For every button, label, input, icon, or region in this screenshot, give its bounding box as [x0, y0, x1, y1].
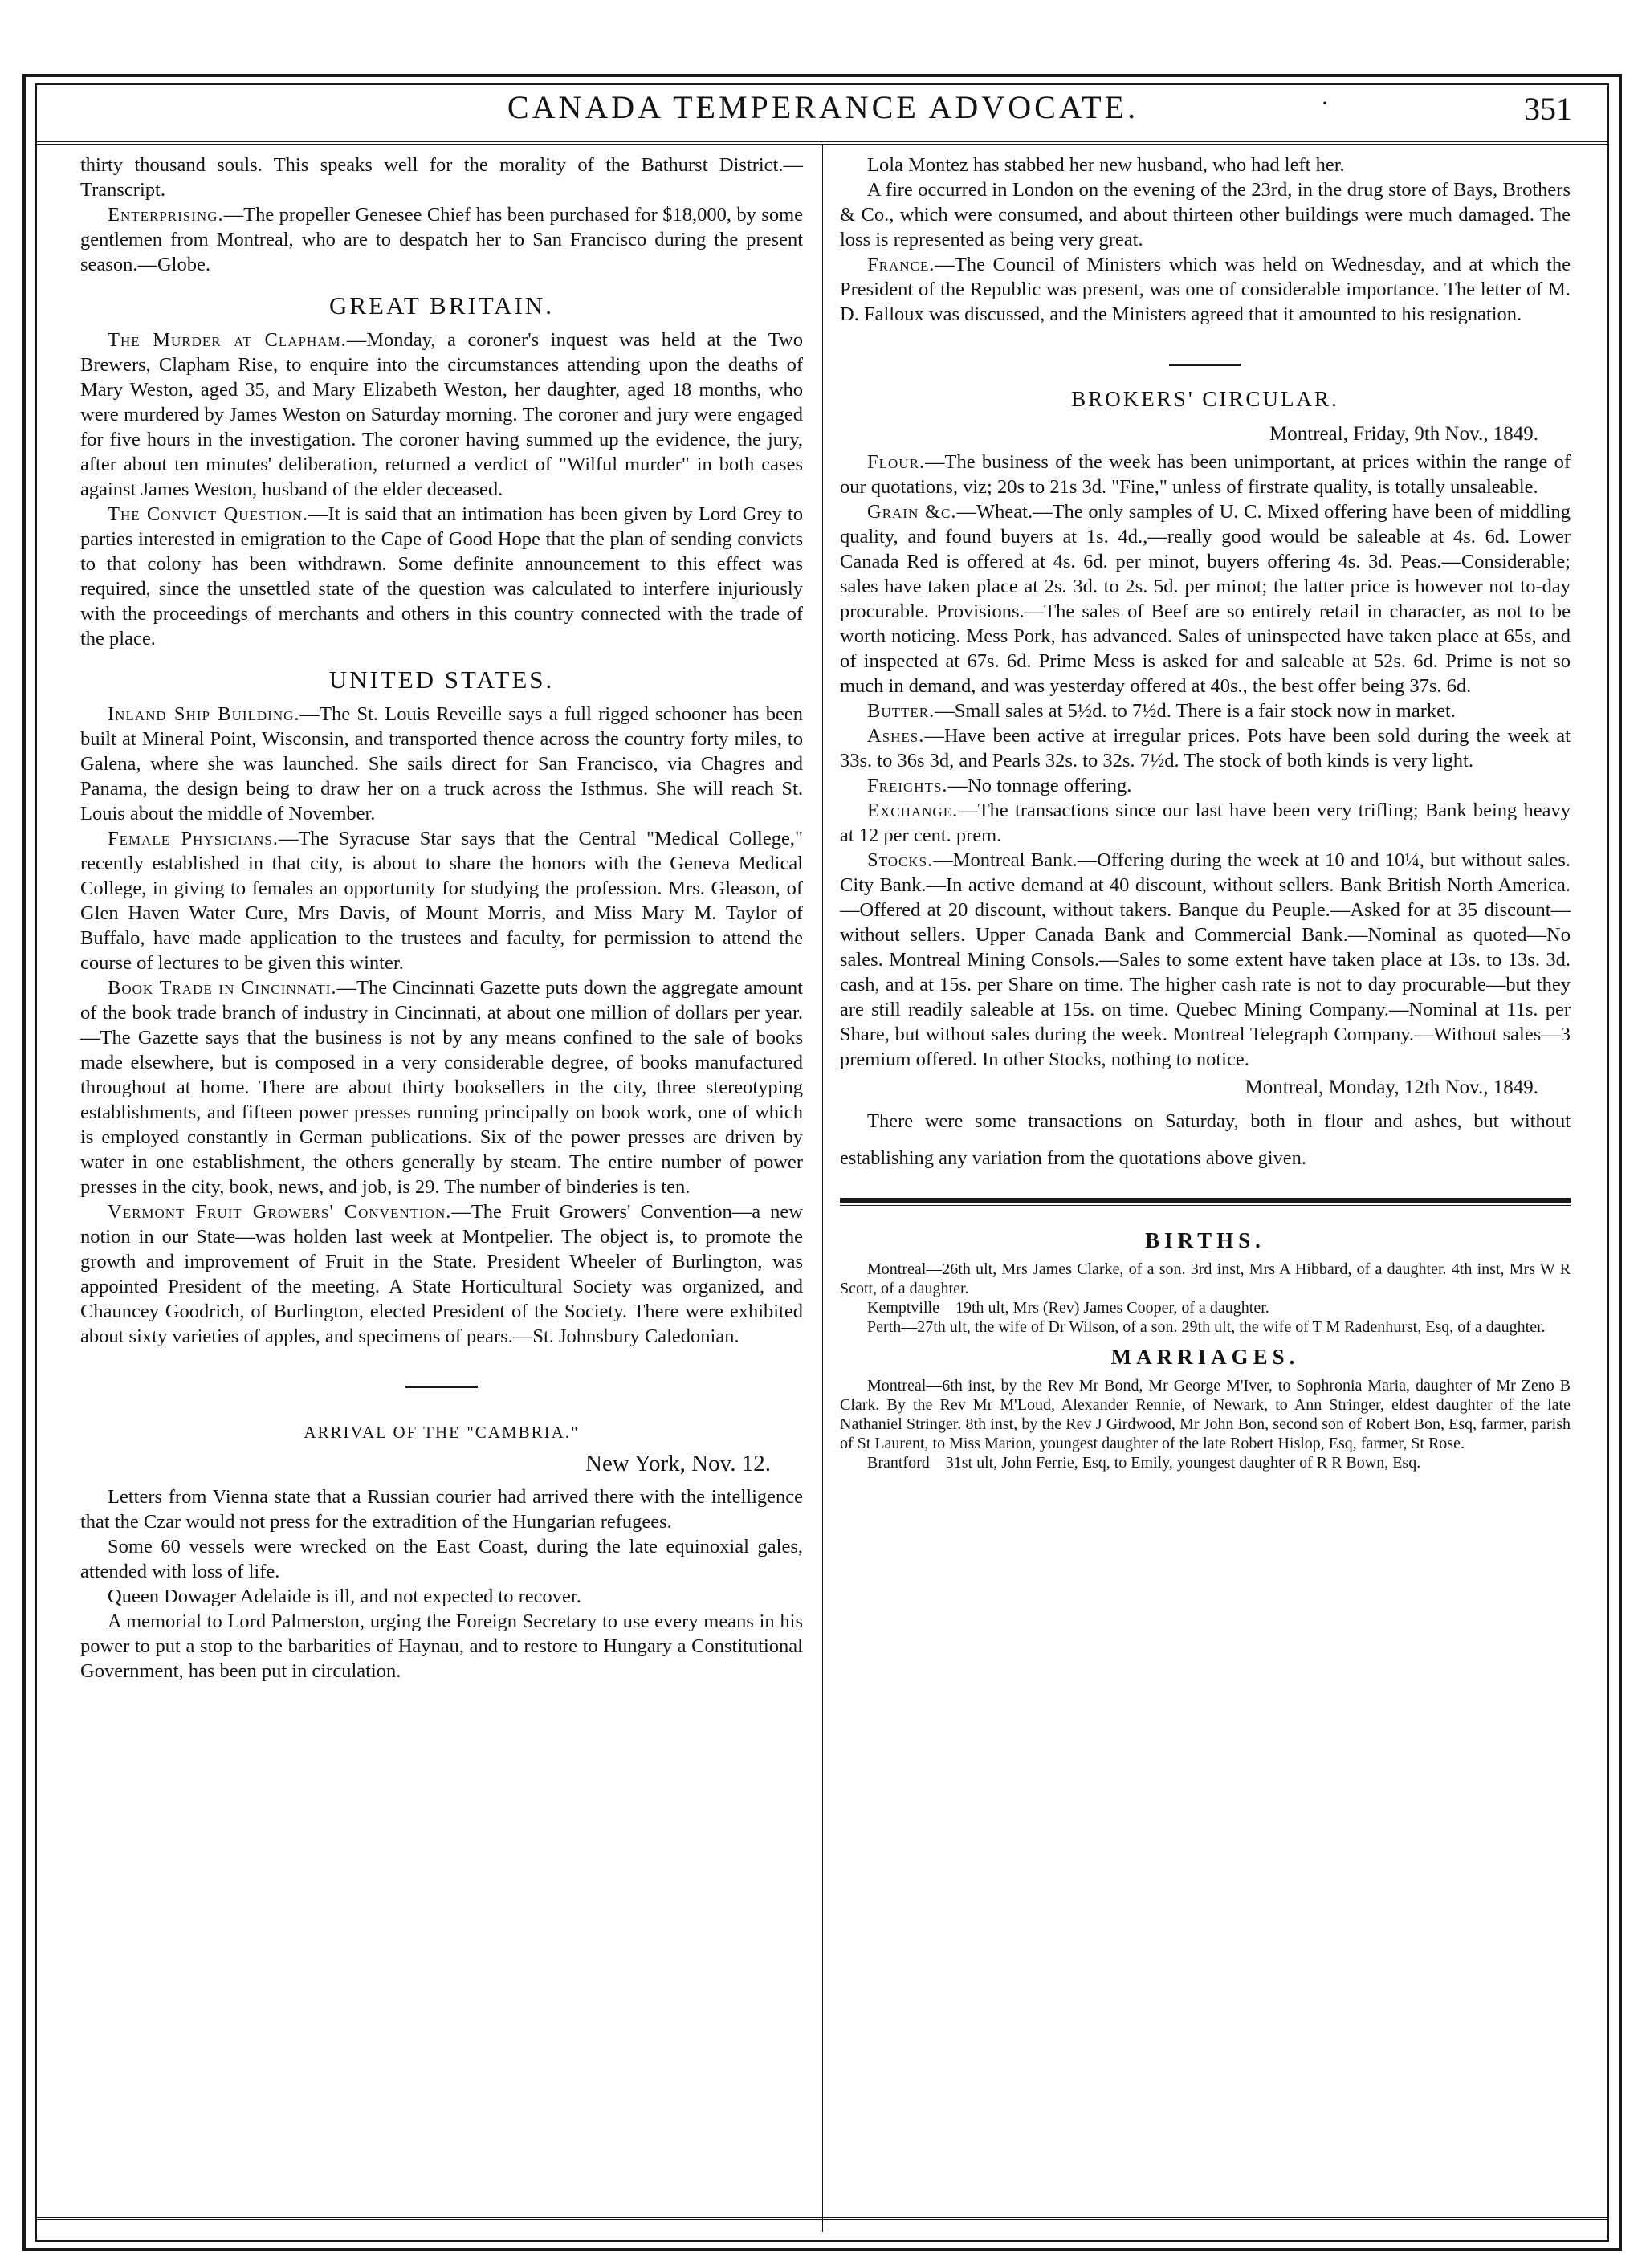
article-paragraph	[840, 252, 1571, 327]
dateline: Montreal, Monday, 12th Nov., 1849.	[1245, 1077, 1538, 1098]
article-heading: Inland Ship Building.	[108, 703, 300, 725]
market-text: —No tonnage offering.	[947, 775, 1132, 796]
article-paragraph: A memorial to Lord Palmerston, urging the Foreign Secretary to use every means in his power to put a stop to the barbarities of Haynau, and to restore to Hungary a Constitutional Government, has been put in circulation.	[80, 1610, 803, 1682]
section-divider	[1169, 364, 1241, 366]
market-paragraph	[840, 798, 1571, 848]
market-text: —Have been active at irregular prices. Pots have been sold during the week at 33s. to 36s 3d, and Pearls 32s. to 32s. 7½d. The stock of both kinds is very light.	[840, 725, 1571, 772]
article-heading: France.	[867, 254, 935, 275]
notice-paragraph: Kemptville—19th ult, Mrs (Rev) James Cooper, of a daughter.	[867, 1299, 1269, 1317]
article-text: —The Cincinnati Gazette puts down the aggregate amount of the book trade branch of industry in Cincinnati, at about one million of dollars per year.—The Gazette says that the business is not by any means confined to the sale of books made elsewhere, but is composed in a very considerable degree, of books manufactured throughout at home. There are about thirty booksellers in the city, three stereotyping establishments, and fifteen power presses running principally on book work, one of which is employed constantly in German publications. Six of the power presses are driven by water in one establishment, the others generally by steam. The entire number of power presses in the city, book, news, and job, is 29. The number of binderies is ten.	[80, 977, 803, 1198]
article-paragraph	[80, 202, 803, 277]
article-text: —Monday, a coroner's inquest was held at the Two Brewers, Clapham Rise, to enquire into the circumstances attending upon the deaths of Mary Weston, aged 35, and Mary Elizabeth Weston, her daughter, aged 18 months, who were murdered by James Weston on Saturday morning. The coroner and jury were engaged for five hours in the investigation. The coroner having summed up the evidence, the jury, after about ten minutes' deliberation, returned a verdict of "Wilful murder" in both cases against James Weston, husband of the elder deceased.	[80, 329, 803, 500]
article-heading: Book Trade in Cincinnati.	[108, 977, 337, 999]
market-paragraph	[840, 698, 1571, 723]
column-divider	[821, 145, 823, 2232]
masthead	[56, 85, 1590, 140]
article-paragraph: Some 60 vessels were wrecked on the East Coast, during the late equinoxial gales, attended with loss of life.	[80, 1536, 803, 1582]
market-paragraph	[840, 773, 1571, 798]
market-text: —Montreal Bank.—Offering during the week at 10 and 10¼, but without sales. City Bank.—In active demand at 40 discount, without sellers. Bank British North America.—Offered at 20 discount, without takers. Banque du Peuple.—Asked for at 35 discount—without sellers. Upper Canada Bank and Commercial Bank.—Nominal as quoted—No sales. Montreal Mining Consols.—Sales to some extent have taken place at 13s. to 13s. 3d. cash, and at 15s. per Share on time. The higher cash rate is not to day procurable—but they are still readily saleable at 15s. on time. Quebec Mining Company.—Nominal at 11s. per Share, but without sales during the week. Montreal Telegraph Company.—Without sales—3 premium offered. In other Stocks, nothing to notice.	[840, 849, 1571, 1070]
bottom-rule	[37, 2217, 1607, 2220]
market-paragraph	[840, 499, 1571, 698]
section-heading-united-states: UNITED STATES.	[328, 666, 555, 694]
article-text: —The Syracuse Star says that the Central "Medical College," recently established in that city, is about to share the honors with the Geneva Medical College, in giving to females an opportunity for studying the profession. Mrs. Gleason, of Glen Haven Water Cure, Mrs Davis, of Mount Morris, and Miss Mary M. Taylor of Buffalo, have made application to the trustees and faculty, for permission to attend the course of lectures to be given this winter.	[80, 828, 803, 974]
article-paragraph: Letters from Vienna state that a Russian courier had arrived there with the intelligence that the Czar would not press for the extradition of the Hungarian refugees.	[80, 1486, 803, 1533]
section-divider-thick	[840, 1198, 1571, 1206]
article-heading: Enterprising.	[108, 204, 224, 226]
article-paragraph	[80, 975, 803, 1199]
market-paragraph	[840, 450, 1571, 499]
section-heading-births: BIRTHS.	[1145, 1228, 1265, 1252]
section-divider	[405, 1386, 478, 1388]
article-heading: The Murder at Clapham.	[108, 329, 347, 351]
page-number: 351	[1524, 91, 1572, 127]
article-paragraph: Lola Montez has stabbed her new husband, who had left her.	[867, 154, 1345, 176]
article-paragraph	[80, 328, 803, 502]
left-column	[80, 153, 803, 1684]
article-text: —It is said that an intimation has been given by Lord Grey to parties interested in emigration to the Cape of Good Hope that the plan of sending convicts to that colony has been withdrawn. Some definite announcement to this effect was required, since the unsettled state of the question was calculated to interfere injuriously with the proceedings of merchants and others in this country connected with the trade of the place.	[80, 503, 803, 649]
market-text: —Small sales at 5½d. to 7½d. There is a fair stock now in market.	[935, 700, 1456, 722]
article-text: —The St. Louis Reveille says a full rigged schooner has been built at Mineral Point, Wisconsin, and transported thence across the country forty miles, to Galena, where she was launched. She sails direct for San Francisco, via Chagres and Panama, the design being to draw her on a truck across the Isthmus. She will reach St. Louis about the middle of November.	[80, 703, 804, 825]
article-paragraph	[80, 826, 803, 975]
market-paragraph	[840, 848, 1571, 1072]
article-paragraph	[80, 702, 803, 826]
article-text: —The Council of Ministers which was held on Wednesday, and at which the President of the Republic was present, was one of considerable importance. The letter of M. D. Falloux was discussed, and the Ministers agreed that it amounted to his resignation.	[840, 254, 1571, 325]
article-paragraph	[80, 1199, 803, 1349]
market-paragraph	[840, 723, 1571, 773]
notice-paragraph: Brantford—31st ult, John Ferrie, Esq, to Emily, youngest daughter of R R Bown, Esq.	[867, 1454, 1421, 1472]
article-text: —The Fruit Growers' Convention—a new notion in our State—was holden last week at Montpelier. The object is, to promote the growth and improvement of Fruit in the State. President Wheeler of Burlington, was appointed President of the meeting. A State Horticultural Society was organized, and Chauncey Goodrich, of Burlington, elected President of the Society. There were exhibited about sixty varieties of apples, and specimens of pears.—St. Johnsbury Caledonian.	[80, 1201, 803, 1347]
article-text: —The propeller Genesee Chief has been purchased for $18,000, by some gentlemen from Montreal, who are to despatch her to San Francisco during the present season.—Globe.	[80, 204, 803, 275]
dateline: New York, Nov. 12.	[585, 1451, 771, 1476]
market-heading: Flour.	[867, 451, 926, 473]
market-heading: Exchange.	[867, 800, 959, 821]
market-text: —Wheat.—The only samples of U. C. Mixed offering have been of middling quality, and found buyers at 1s. 4d.,—really good would be saleable at 4s. 6d. Lower Canada Red is offered at 4s. 6d. per minot, buyers offering 4s. 3d. Peas.—Considerable; sales have taken place at 2s. 3d. to 2s. 5d. per minot; the latter price is however not to-day procurable. Provisions.—The sales of Beef are so entirely retail in character, as not to be worth noticing. Mess Pork, has advanced. Sales of uninspected have taken place at 65s, and of inspected at 67s. 6d. Prime Mess is asked for and saleable at 52s. 6d. Prime is not so much in demand, and was yesterday offered at 40s., the best offer being 37s. 6d.	[840, 501, 1571, 697]
notice-paragraph: Montreal—6th inst, by the Rev Mr Bond, Mr George M'Iver, to Sophronia Maria, daughter of Mr Zeno B Clark. By the Rev Mr M'Loud, Alexander Rennie, of Newark, to Ann Stringer, eldest daughter of the late Nathaniel Stringer. 8th inst, by the Rev J Girdwood, Mr John Bon, second son of Robert Bon, Esq, farmer, parish of St Laurent, to Miss Marion, youngest daughter of the late Robert Hislop, Esq, farmer, St Rose.	[840, 1377, 1571, 1452]
market-heading: Grain &c.	[867, 501, 957, 523]
market-paragraph: There were some transactions on Saturday, both in flour and ashes, but without establishing any variation from the quotations above given.	[840, 1110, 1571, 1169]
right-column	[840, 153, 1571, 1472]
market-heading: Freights.	[867, 775, 948, 796]
notice-paragraph: Perth—27th ult, the wife of Dr Wilson, of a son. 29th ult, the wife of T M Radenhurst, Esq, of a daughter.	[867, 1318, 1546, 1336]
section-heading-brokers-circular: BROKERS' CIRCULAR.	[1071, 387, 1339, 411]
market-heading: Stocks.	[867, 849, 934, 871]
dateline: Montreal, Friday, 9th Nov., 1849.	[1269, 423, 1538, 445]
market-heading: Ashes.	[867, 725, 925, 747]
article-heading: Vermont Fruit Growers' Convention.	[108, 1201, 452, 1223]
article-paragraph: A fire occurred in London on the evening of the 23rd, in the drug store of Bays, Brothers & Co., which were consumed, and about thirteen other buildings were much damaged. The loss is represented as being very great.	[840, 179, 1571, 250]
market-text: —The transactions since our last have been very trifling; Bank being heavy at 12 per cent. prem.	[840, 800, 1571, 846]
notice-paragraph: Montreal—26th ult, Mrs James Clarke, of a son. 3rd inst, Mrs A Hibbard, of a daughter. 4th inst, Mrs W R Scott, of a daughter.	[840, 1260, 1571, 1297]
article-heading: The Convict Question.	[108, 503, 309, 525]
market-text: —The business of the week has been unimportant, at prices within the range of our quotations, viz; 20s to 21s 3d. "Fine," unless of firstrate quality, is totally unsaleable.	[840, 451, 1571, 498]
article-paragraph: Queen Dowager Adelaide is ill, and not expected to recover.	[108, 1586, 581, 1607]
article-paragraph: thirty thousand souls. This speaks well for the morality of the Bathurst District.—Transcript.	[80, 154, 803, 201]
masthead-dot: ·	[1321, 90, 1329, 116]
market-heading: Butter.	[867, 700, 935, 722]
article-paragraph	[80, 502, 803, 651]
section-heading-great-britain: GREAT BRITAIN.	[328, 291, 555, 320]
section-heading-marriages: MARRIAGES.	[1110, 1345, 1300, 1369]
section-heading-cambria: ARRIVAL OF THE "CAMBRIA."	[304, 1423, 580, 1442]
article-heading: Female Physicians.	[108, 828, 279, 849]
masthead-title: CANADA TEMPERANCE ADVOCATE.	[507, 89, 1139, 125]
